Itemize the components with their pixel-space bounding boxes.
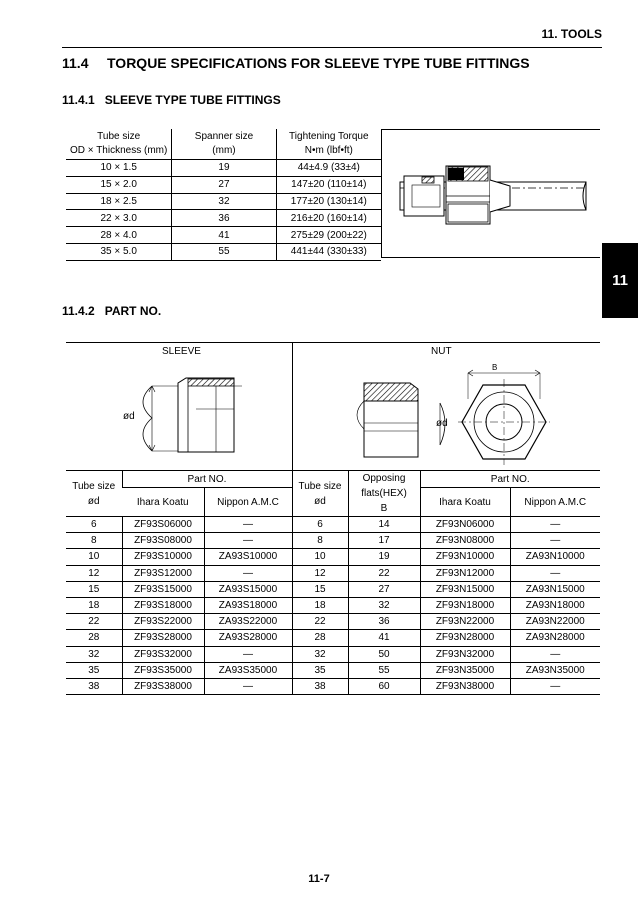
parts-cell-nut-nippon-part: ZA93N15000 <box>510 581 600 597</box>
parts-row <box>66 662 600 678</box>
torque-cell-spanner: 36 <box>172 210 276 227</box>
fitting-assembly-drawing <box>382 130 600 257</box>
parts-cell-nut-nippon-part: — <box>510 646 600 662</box>
parts-cell-sleeve-tube-size: 22 <box>66 614 122 630</box>
parts-cell-sleeve-nippon-part: ZA93S35000 <box>204 662 292 678</box>
parts-header-part-no-1: Part NO. <box>122 471 292 488</box>
torque-cell-tube-size: 22 × 3.0 <box>66 210 172 227</box>
parts-cell-sleeve-tube-size: 18 <box>66 597 122 613</box>
parts-cell-nut-tube-size: 15 <box>292 581 348 597</box>
parts-cell-sleeve-ihara-part: ZF93S12000 <box>122 565 204 581</box>
parts-cell-sleeve-tube-size: 6 <box>66 517 122 533</box>
torque-cell-torque: 147±20 (110±14) <box>276 176 381 193</box>
parts-cell-nut-tube-size: 18 <box>292 597 348 613</box>
parts-cell-sleeve-nippon-part: ZA93S22000 <box>204 614 292 630</box>
parts-cell-nut-ihara-part: ZF93N08000 <box>420 533 510 549</box>
parts-cell-nut-ihara-part: ZF93N15000 <box>420 581 510 597</box>
parts-cell-sleeve-tube-size: 8 <box>66 533 122 549</box>
parts-cell-nut-ihara-part: ZF93N18000 <box>420 597 510 613</box>
parts-header-nippon-1: Nippon A.M.C <box>204 488 292 517</box>
parts-cell-nut-hex-size: 55 <box>348 662 420 678</box>
parts-cell-nut-ihara-part: ZF93N38000 <box>420 678 510 694</box>
torque-cell-spanner: 32 <box>172 193 276 210</box>
parts-cell-nut-nippon-part: ZA93N10000 <box>510 549 600 565</box>
torque-cell-torque: 44±4.9 (33±4) <box>276 160 381 177</box>
parts-cell-sleeve-ihara-part: ZF93S08000 <box>122 533 204 549</box>
parts-cell-sleeve-nippon-part: — <box>204 517 292 533</box>
parts-cell-nut-nippon-part: — <box>510 565 600 581</box>
parts-cell-nut-hex-size: 22 <box>348 565 420 581</box>
fitting-assembly-figure <box>381 129 600 258</box>
parts-cell-sleeve-tube-size: 38 <box>66 678 122 694</box>
nut-side-drawing <box>350 371 470 461</box>
sleeve-drawing <box>126 371 256 461</box>
parts-cell-nut-ihara-part: ZF93N10000 <box>420 549 510 565</box>
sleeve-label: SLEEVE <box>162 346 201 357</box>
torque-cell-spanner: 19 <box>172 160 276 177</box>
parts-cell-sleeve-nippon-part: ZA93S15000 <box>204 581 292 597</box>
torque-row <box>66 243 381 260</box>
parts-cell-sleeve-nippon-part: ZA93S28000 <box>204 630 292 646</box>
subsection-text-1: SLEEVE TYPE TUBE FITTINGS <box>104 93 281 107</box>
parts-cell-nut-ihara-part: ZF93N28000 <box>420 630 510 646</box>
parts-cell-nut-nippon-part: — <box>510 517 600 533</box>
torque-cell-torque: 216±20 (160±14) <box>276 210 381 227</box>
parts-header-opposing-flats: Opposing flats(HEX) B <box>348 471 420 517</box>
subsection-text-2: PART NO. <box>104 304 162 318</box>
parts-cell-sleeve-ihara-part: ZF93S10000 <box>122 549 204 565</box>
parts-cell-sleeve-ihara-part: ZF93S15000 <box>122 581 204 597</box>
parts-cell-sleeve-nippon-part: — <box>204 565 292 581</box>
chapter-tab: 11 <box>602 243 638 318</box>
parts-cell-nut-ihara-part: ZF93N32000 <box>420 646 510 662</box>
torque-row <box>66 227 381 244</box>
parts-cell-nut-tube-size: 6 <box>292 517 348 533</box>
parts-cell-nut-hex-size: 60 <box>348 678 420 694</box>
parts-cell-nut-nippon-part: ZA93N18000 <box>510 597 600 613</box>
parts-cell-nut-tube-size: 8 <box>292 533 348 549</box>
subsection-title-1 <box>62 93 281 107</box>
torque-cell-spanner: 55 <box>172 243 276 260</box>
chapter-header: 11. TOOLS <box>541 27 602 41</box>
parts-row <box>66 549 600 565</box>
parts-cell-nut-nippon-part: ZA93N35000 <box>510 662 600 678</box>
parts-cell-sleeve-tube-size: 10 <box>66 549 122 565</box>
parts-cell-nut-tube-size: 28 <box>292 630 348 646</box>
parts-cell-sleeve-tube-size: 28 <box>66 630 122 646</box>
nut-od-label: ød <box>436 418 448 429</box>
parts-cell-nut-nippon-part: ZA93N28000 <box>510 630 600 646</box>
parts-row <box>66 678 600 694</box>
parts-cell-nut-hex-size: 27 <box>348 581 420 597</box>
parts-row <box>66 630 600 646</box>
torque-header-torque: Tightening Torque N•m (lbf•ft) <box>276 129 381 160</box>
parts-row <box>66 581 600 597</box>
parts-cell-sleeve-ihara-part: ZF93S18000 <box>122 597 204 613</box>
torque-cell-tube-size: 18 × 2.5 <box>66 193 172 210</box>
sleeve-od-label: ød <box>123 411 135 422</box>
parts-cell-nut-tube-size: 12 <box>292 565 348 581</box>
torque-header-tube-size: Tube size OD × Thickness (mm) <box>66 129 172 160</box>
header-rule <box>62 47 602 48</box>
parts-row <box>66 533 600 549</box>
parts-cell-sleeve-nippon-part: ZA93S18000 <box>204 597 292 613</box>
nut-b-label: B <box>492 363 498 372</box>
parts-cell-nut-ihara-part: ZF93N12000 <box>420 565 510 581</box>
parts-cell-nut-hex-size: 36 <box>348 614 420 630</box>
part-figures <box>66 342 600 470</box>
parts-header-nippon-2: Nippon A.M.C <box>510 488 600 517</box>
torque-cell-torque: 441±44 (330±33) <box>276 243 381 260</box>
parts-cell-nut-hex-size: 17 <box>348 533 420 549</box>
torque-table <box>66 129 381 261</box>
parts-cell-sleeve-nippon-part: — <box>204 533 292 549</box>
parts-cell-nut-nippon-part: ZA93N22000 <box>510 614 600 630</box>
parts-cell-sleeve-tube-size: 35 <box>66 662 122 678</box>
torque-header-spanner: Spanner size (mm) <box>172 129 276 160</box>
parts-cell-sleeve-nippon-part: — <box>204 646 292 662</box>
parts-cell-nut-tube-size: 10 <box>292 549 348 565</box>
parts-header-ihara-1: Ihara Koatu <box>122 488 204 517</box>
parts-cell-nut-ihara-part: ZF93N06000 <box>420 517 510 533</box>
parts-cell-nut-hex-size: 32 <box>348 597 420 613</box>
subsection-number-2: 11.4.2 <box>62 304 95 318</box>
parts-row <box>66 517 600 533</box>
parts-cell-nut-tube-size: 38 <box>292 678 348 694</box>
parts-cell-sleeve-ihara-part: ZF93S06000 <box>122 517 204 533</box>
section-number: 11.4 <box>62 55 89 71</box>
subsection-title-2 <box>62 304 161 318</box>
parts-header-tube-size-2: Tube size ød <box>292 471 348 517</box>
torque-cell-spanner: 27 <box>172 176 276 193</box>
parts-cell-nut-hex-size: 41 <box>348 630 420 646</box>
torque-cell-torque: 177±20 (130±14) <box>276 193 381 210</box>
parts-cell-nut-ihara-part: ZF93N35000 <box>420 662 510 678</box>
torque-cell-tube-size: 15 × 2.0 <box>66 176 172 193</box>
parts-cell-sleeve-ihara-part: ZF93S22000 <box>122 614 204 630</box>
section-title <box>62 55 530 71</box>
parts-row <box>66 614 600 630</box>
parts-header-ihara-2: Ihara Koatu <box>420 488 510 517</box>
parts-cell-nut-ihara-part: ZF93N22000 <box>420 614 510 630</box>
parts-cell-nut-nippon-part: — <box>510 533 600 549</box>
nut-hex-drawing <box>454 369 554 469</box>
parts-header-tube-size-1: Tube size ød <box>66 471 122 517</box>
parts-cell-nut-tube-size: 32 <box>292 646 348 662</box>
parts-row <box>66 597 600 613</box>
torque-cell-tube-size: 35 × 5.0 <box>66 243 172 260</box>
torque-cell-tube-size: 10 × 1.5 <box>66 160 172 177</box>
torque-header-row <box>66 129 381 160</box>
torque-row <box>66 176 381 193</box>
parts-cell-sleeve-tube-size: 32 <box>66 646 122 662</box>
parts-row <box>66 646 600 662</box>
torque-row <box>66 193 381 210</box>
parts-cell-nut-tube-size: 22 <box>292 614 348 630</box>
parts-row <box>66 565 600 581</box>
parts-cell-nut-tube-size: 35 <box>292 662 348 678</box>
parts-cell-sleeve-ihara-part: ZF93S32000 <box>122 646 204 662</box>
parts-cell-nut-hex-size: 19 <box>348 549 420 565</box>
parts-cell-sleeve-tube-size: 15 <box>66 581 122 597</box>
parts-cell-nut-nippon-part: — <box>510 678 600 694</box>
parts-cell-sleeve-ihara-part: ZF93S38000 <box>122 678 204 694</box>
parts-cell-sleeve-nippon-part: — <box>204 678 292 694</box>
torque-cell-tube-size: 28 × 4.0 <box>66 227 172 244</box>
parts-cell-sleeve-ihara-part: ZF93S28000 <box>122 630 204 646</box>
parts-cell-sleeve-tube-size: 12 <box>66 565 122 581</box>
torque-row <box>66 210 381 227</box>
torque-row <box>66 160 381 177</box>
parts-cell-nut-hex-size: 14 <box>348 517 420 533</box>
parts-cell-nut-hex-size: 50 <box>348 646 420 662</box>
page-number: 11-7 <box>308 873 330 885</box>
subsection-number-1: 11.4.1 <box>62 93 95 107</box>
parts-cell-sleeve-ihara-part: ZF93S35000 <box>122 662 204 678</box>
parts-cell-sleeve-nippon-part: ZA93S10000 <box>204 549 292 565</box>
torque-cell-torque: 275±29 (200±22) <box>276 227 381 244</box>
nut-label: NUT <box>431 346 452 357</box>
figure-divider <box>292 343 293 471</box>
parts-table <box>66 470 600 695</box>
section-title-text: TORQUE SPECIFICATIONS FOR SLEEVE TYPE TUBE FITTINGS <box>107 55 530 71</box>
parts-header-part-no-2: Part NO. <box>420 471 600 488</box>
torque-cell-spanner: 41 <box>172 227 276 244</box>
